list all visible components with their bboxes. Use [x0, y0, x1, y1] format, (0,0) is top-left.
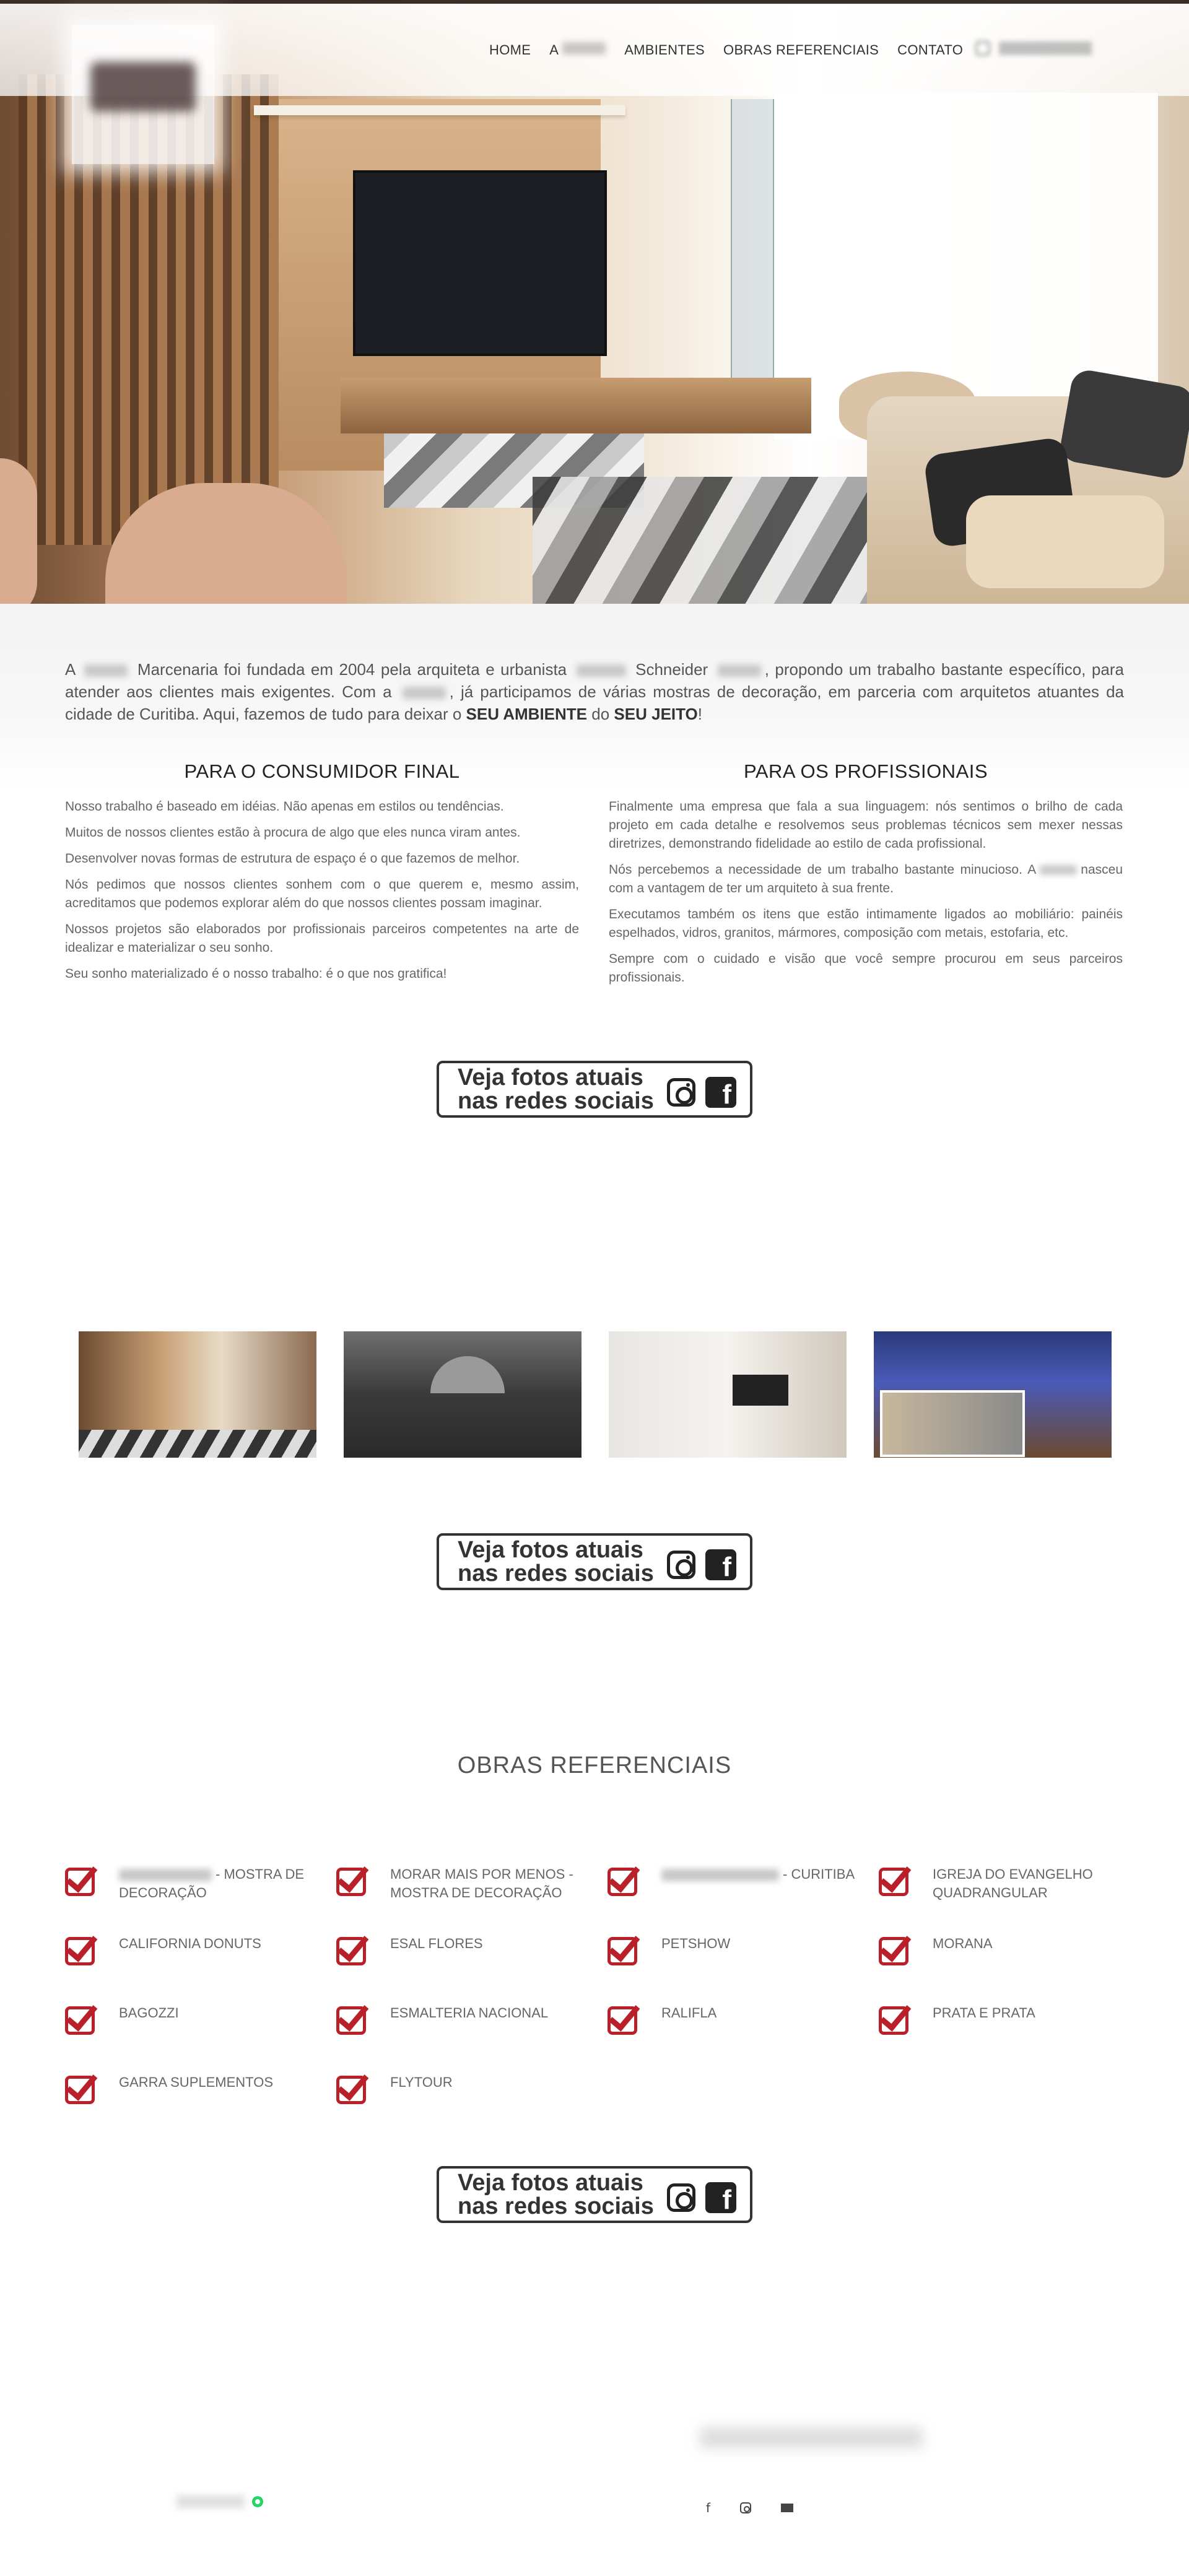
nav-about[interactable] — [549, 42, 606, 58]
nav-about-label: A — [549, 42, 559, 58]
social-media-banner[interactable] — [437, 2166, 752, 2223]
main-menu — [489, 42, 963, 58]
social-media-banner[interactable] — [437, 1533, 752, 1590]
social-banner-text — [458, 1538, 654, 1585]
column-paragraph: Nós pedimos que nossos clientes sonhem com o que querem e, mesmo assim, acreditamos que podemos explorar além do que nossos clientes possam imaginar. — [65, 877, 579, 910]
obra-label-text: GARRA SUPLEMENTOS — [119, 2074, 273, 2090]
obra-label-text: MORANA — [933, 1936, 993, 1951]
intro-text: , já participamos de várias mostras de decoração, em parceria com arquitetos atuantes da cidade de Curitiba. Aqui, fazemos de tudo para deixar o — [65, 682, 1124, 723]
checkmark-icon — [65, 2001, 100, 2037]
blurred-brand-name — [403, 687, 446, 699]
instagram-icon[interactable] — [667, 1078, 695, 1107]
blurred-phone-number — [999, 41, 1092, 55]
obra-label — [933, 1932, 993, 1953]
ambientes-gallery — [79, 1331, 1112, 1458]
site-logo[interactable] — [72, 25, 214, 164]
footer-whatsapp[interactable] — [176, 2496, 263, 2508]
blurred-brand-name — [562, 42, 606, 54]
obra-label-text: - CURITIBA — [783, 1866, 855, 1882]
nav-ambientes[interactable]: AMBIENTES — [624, 42, 705, 58]
obra-label — [661, 2001, 716, 2022]
gallery-thumbnail[interactable] — [79, 1331, 316, 1458]
column-paragraph: Muitos de nossos clientes estão à procura de algo que eles nunca viram antes. — [65, 825, 521, 840]
column-text: nasceu com a vantagem de ter um arquiteto à sua frente. — [609, 863, 1123, 895]
intro-text: do — [591, 705, 610, 723]
pillow — [966, 495, 1164, 588]
obra-label — [933, 1863, 1150, 1902]
social-banner-line1: Veja fotos atuais — [458, 1537, 643, 1563]
blurred-footer-text — [700, 2427, 923, 2448]
blurred-project-name — [119, 1869, 212, 1881]
footer-email-icon[interactable] — [781, 2504, 793, 2512]
obra-label-text: PRATA E PRATA — [933, 2005, 1035, 2021]
blurred-first-name — [577, 664, 626, 677]
blurred-brand-name — [84, 664, 128, 677]
checkmark-icon — [879, 1932, 914, 1967]
blurred-logo-mark — [90, 62, 196, 111]
obra-item — [65, 1932, 336, 1977]
column-paragraph: Desenvolver novas formas de estrutura de espaço é o que fazemos de melhor. — [65, 851, 520, 866]
gallery-thumbnail[interactable] — [874, 1331, 1112, 1458]
obra-item — [336, 2001, 608, 2046]
intro-text: ! — [697, 705, 703, 723]
column-text: Nós percebemos a necessidade de um trabalho bastante minucioso. A — [609, 863, 1037, 877]
column-consumidor-final — [65, 760, 579, 991]
obra-label — [390, 1863, 608, 1902]
checkmark-icon — [65, 2071, 100, 2106]
checkmark-icon — [336, 1932, 372, 1967]
intro-strong: SEU JEITO — [614, 705, 698, 723]
obra-item — [65, 2001, 336, 2046]
checkmark-icon — [336, 1863, 372, 1898]
obra-label-text: - MOSTRA DE DECORAÇÃO — [119, 1866, 305, 1900]
checkmark-icon — [336, 2071, 372, 2106]
obra-label-text: PETSHOW — [661, 1936, 731, 1951]
column-paragraph: Seu sonho materializado é o nosso trabalho: é o que nos gratifica! — [65, 967, 447, 981]
social-banner-text — [458, 2171, 654, 2218]
blurred-brand-name — [1040, 865, 1077, 875]
phone-icon — [975, 41, 990, 56]
social-banner-text — [458, 1066, 654, 1113]
obra-label-text: RALIFLA — [661, 2005, 717, 2021]
social-banner-line2: nas redes sociais — [458, 1560, 654, 1586]
armchair — [0, 458, 37, 604]
obra-item — [608, 1932, 879, 1977]
footer-instagram-icon[interactable] — [740, 2502, 751, 2513]
blurred-whatsapp-number — [176, 2496, 245, 2508]
obra-label — [661, 1932, 730, 1953]
social-banner-line1: Veja fotos atuais — [458, 1064, 643, 1090]
checkmark-icon — [65, 1863, 100, 1898]
nav-obras-referenciais[interactable]: OBRAS REFERENCIAIS — [723, 42, 879, 58]
obra-label — [390, 2001, 548, 2022]
nav-home[interactable]: HOME — [489, 42, 531, 58]
intro-paragraph — [65, 658, 1124, 725]
footer-social-links — [706, 2500, 793, 2515]
obra-item — [879, 1863, 1150, 1907]
column-profissionais — [609, 760, 1123, 994]
facebook-icon[interactable]: f — [705, 2182, 736, 2213]
top-shelf — [254, 105, 625, 115]
gallery-thumbnail[interactable] — [344, 1331, 581, 1458]
obras-list — [65, 1863, 1155, 2115]
column-paragraph — [609, 861, 1123, 898]
intro-text: A — [65, 660, 75, 679]
footer-facebook-icon[interactable]: f — [706, 2500, 711, 2515]
obra-label — [119, 1863, 336, 1902]
tv-console — [341, 378, 811, 433]
column-paragraph: Sempre com o cuidado e visão que você sempre procurou em seus parceiros profissionais. — [609, 952, 1123, 985]
obra-label-text: FLYTOUR — [390, 2074, 453, 2090]
obras-section-title: OBRAS REFERENCIAIS — [457, 1752, 732, 1778]
column-paragraph: Nosso trabalho é baseado em idéias. Não apenas em estilos ou tendências. — [65, 799, 504, 814]
nav-phone[interactable] — [975, 41, 1092, 56]
obra-label — [119, 2071, 273, 2092]
obra-label-text: CALIFORNIA DONUTS — [119, 1936, 261, 1951]
obra-label — [119, 1932, 261, 1953]
obra-item — [879, 2001, 1150, 2046]
gallery-thumbnail[interactable] — [609, 1331, 847, 1458]
television — [353, 170, 607, 356]
column-title: PARA O CONSUMIDOR FINAL — [184, 760, 460, 782]
obra-item — [608, 2001, 879, 2046]
instagram-icon[interactable] — [667, 1551, 695, 1579]
facebook-icon[interactable]: f — [705, 1077, 736, 1108]
obra-label — [390, 2071, 453, 2092]
blurred-surname — [718, 664, 761, 677]
checkmark-icon — [336, 2001, 372, 2037]
intro-text: Marcenaria foi fundada em 2004 pela arquiteta e urbanista — [137, 660, 567, 679]
facebook-icon[interactable]: f — [705, 1549, 736, 1580]
obra-item — [336, 2071, 608, 2115]
intro-text: Schneider — [635, 660, 708, 679]
obra-label-text: BAGOZZI — [119, 2005, 179, 2021]
checkmark-icon — [65, 1932, 100, 1967]
obra-label — [933, 2001, 1035, 2022]
checkmark-icon — [608, 2001, 643, 2037]
obra-item — [336, 1863, 608, 1907]
obra-label-text: ESMALTERIA NACIONAL — [390, 2005, 549, 2021]
obra-item — [336, 1932, 608, 1977]
intro-strong: SEU AMBIENTE — [466, 705, 588, 723]
obra-item — [65, 2071, 336, 2115]
obra-label-text: ESAL FLORES — [390, 1936, 483, 1951]
obra-item — [608, 1863, 879, 1907]
checkmark-icon — [879, 1863, 914, 1898]
whatsapp-icon — [252, 2496, 263, 2507]
obra-item — [65, 1863, 336, 1907]
social-banner-line2: nas redes sociais — [458, 2193, 654, 2219]
social-banner-line1: Veja fotos atuais — [458, 2170, 643, 2196]
obra-label — [390, 1932, 483, 1953]
checkmark-icon — [608, 1863, 643, 1898]
blurred-project-name — [661, 1869, 779, 1881]
obra-label-text: IGREJA DO EVANGELHO QUADRANGULAR — [933, 1866, 1093, 1900]
obra-label — [119, 2001, 179, 2022]
social-banner-line2: nas redes sociais — [458, 1088, 654, 1114]
intro-text: , propondo um trabalho bastante específico, para atender aos clientes mais exigentes. Com a — [65, 660, 1124, 701]
social-media-banner[interactable] — [437, 1061, 752, 1118]
checkmark-icon — [608, 1932, 643, 1967]
nav-contato[interactable]: CONTATO — [897, 42, 964, 58]
checkmark-icon — [879, 2001, 914, 2037]
instagram-icon[interactable] — [667, 2183, 695, 2212]
obra-item — [879, 1932, 1150, 1977]
obra-label — [661, 1863, 855, 1884]
column-paragraph: Nossos projetos são elaborados por profissionais parceiros competentes na arte de idealizar e materializar o seu sonho. — [65, 922, 579, 955]
column-paragraph: Finalmente uma empresa que fala a sua linguagem: nós sentimos o brilho de cada projeto em cada detalhe e resolvemos seus problemas técnicos sem mexer nessas diretrizes, demonstrando fidelidade ao estilo de cada profissional. — [609, 799, 1123, 851]
column-title: PARA OS PROFISSIONAIS — [743, 760, 988, 782]
obra-label-text: MORAR MAIS POR MENOS - MOSTRA DE DECORAÇÃO — [390, 1866, 573, 1900]
column-paragraph: Executamos também os itens que estão intimamente ligados ao mobiliário: painéis espelhados, vidros, granitos, mármores, composição com metais, estofaria, etc. — [609, 907, 1123, 940]
